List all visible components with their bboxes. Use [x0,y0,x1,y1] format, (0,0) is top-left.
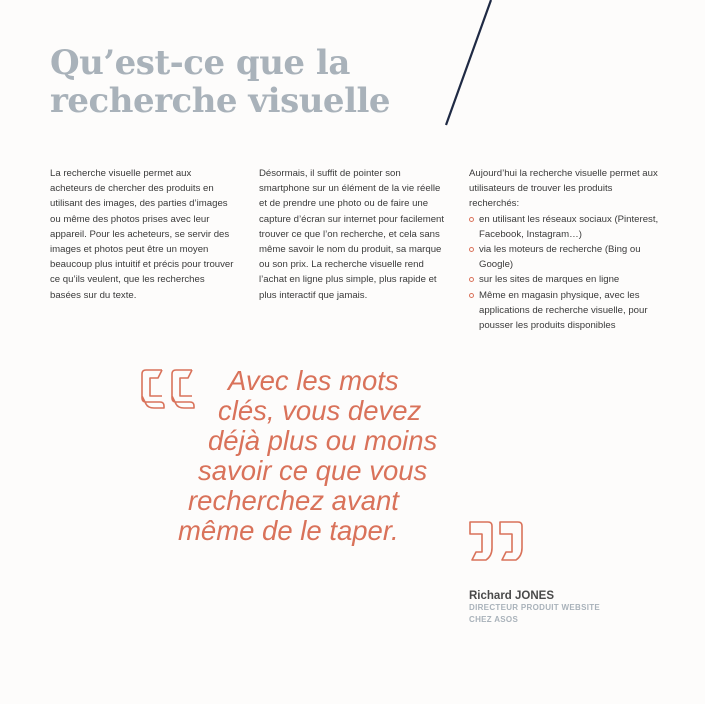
column-3-list [469,212,659,334]
column-1-text: La recherche visuelle permet aux acheteurs de chercher des produits en utilisant des images, des parties d’images ou même des photos prises avec leur appareil. Pour les acheteurs, se servir des images et photos peut être un moyen beaucoup plus intuitif et précis pour trouver ce qu’ils veulent, que les recherches basées sur du texte. [50,168,234,301]
pull-quote [140,366,540,546]
quote-line: même de le taper. [178,515,399,546]
title-line-2: recherche visuelle [50,81,391,121]
list-item: via les moteurs de recherche (Bing ou Google) [469,242,659,272]
quote-line: savoir ce que vous [198,455,428,486]
author-name: Richard JONES [469,590,554,602]
list-item: Même en magasin physique, avec les applications de recherche visuelle, pour pousser les produits disponibles [469,288,659,334]
page-title [50,44,390,120]
list-item: en utilisant les réseaux sociaux (Pinterest, Facebook, Instagram…) [469,212,659,242]
column-2-text: Désormais, il suffit de pointer son smartphone sur un élément de la vie réelle et de prendre une photo ou de faire une capture d’écran sur internet pour facilement trouver ce que l’on recherche, et cela sans même savoir le nom du produit, sa marque ou son prix. La recherche visuelle rend l’achat en ligne plus simple, plus rapide et plus interactif que jamais. [259,168,445,301]
column-1 [50,166,235,303]
quote-line: Avec les mots [228,365,399,396]
quote-line: déjà plus ou moins [208,425,438,456]
close-quote-icon [466,520,528,562]
quote-line: recherchez avant [188,485,399,516]
author-block [469,590,600,626]
column-2 [259,166,447,303]
quote-line: clés, vous devez [218,395,422,426]
author-company: CHEZ ASOS [469,615,519,624]
title-line-1: Qu’est-ce que la [50,43,350,83]
author-role: DIRECTEUR PRODUIT WEBSITE [469,603,601,612]
list-item: sur les sites de marques en ligne [469,272,659,287]
column-3-intro: Aujourd’hui la recherche visuelle permet aux utilisateurs de trouver les produits recherchés: [469,168,658,210]
column-3 [469,166,659,333]
